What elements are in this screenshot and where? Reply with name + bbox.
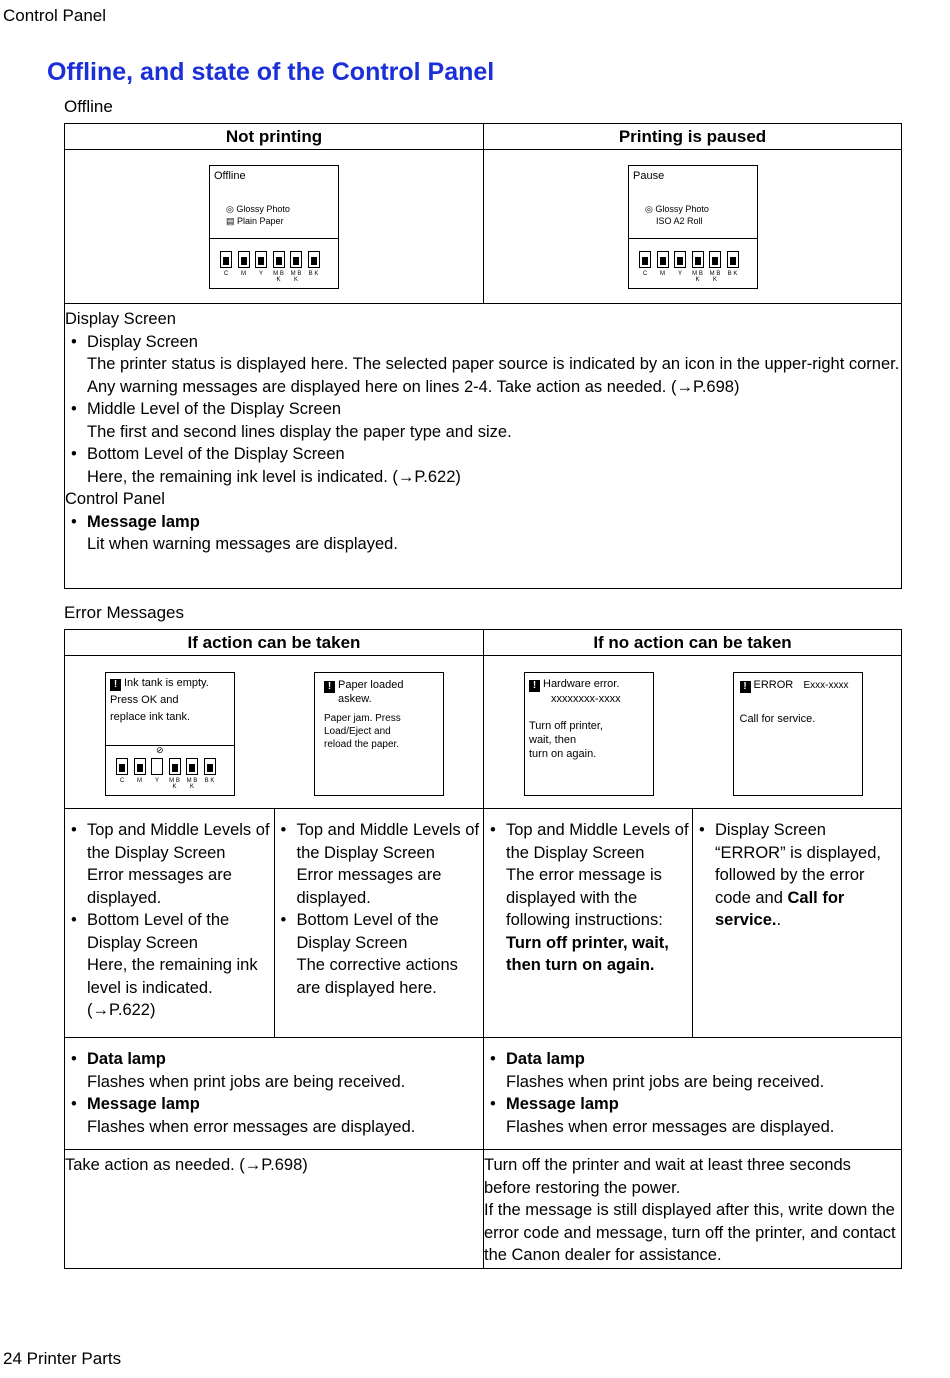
- bullet-text: Flashes when print jobs are being received.: [87, 1072, 406, 1091]
- ink-tank-label: Y: [258, 271, 263, 277]
- ink-tank-label: Y: [677, 271, 682, 277]
- lcd-line3: Paper jam. Press: [324, 713, 401, 724]
- bullet-top-middle: [275, 819, 482, 909]
- bullet-title: • Message lamp: [87, 512, 200, 531]
- ink-tank-gauge: [186, 758, 198, 775]
- ink-tank-label: C: [119, 778, 125, 784]
- bullet-text: Lit when warning messages are displayed.: [87, 535, 398, 553]
- lcd-paper-askew: [314, 672, 444, 796]
- bullet-title: Message lamp: [87, 1095, 200, 1113]
- bullet-text: Flashes when error messages are displayed.: [506, 1117, 835, 1136]
- ink-tank-gauge: [255, 251, 267, 268]
- remedy-text-2: If the message is still displayed after this, write down the error code and message, turn off the printer, and contact the Canon dealer for assistance.: [484, 1201, 896, 1264]
- ink-tank-gauge: [134, 758, 146, 775]
- col-not-printing: Not printing: [65, 124, 484, 150]
- ink-tank-label: C: [223, 271, 229, 277]
- bullet-text: Here, the remaining ink level is indicated. (→P.622): [87, 956, 258, 1019]
- lcd-error-service: [733, 672, 863, 796]
- bullet-text: Flashes when error messages are displayed.: [87, 1117, 416, 1136]
- bullet-text: The first and second lines display the paper type and size.: [87, 422, 512, 441]
- bullet-text: Error messages are displayed.: [296, 866, 442, 907]
- ink-level-row: [210, 238, 338, 289]
- lcd-line4: Load/Eject and: [324, 726, 391, 737]
- bullet-period: .: [776, 911, 782, 929]
- ink-tank-label: B K: [204, 778, 215, 784]
- desc-paper-askew: [274, 809, 484, 1038]
- bullet-title: Display Screen: [715, 821, 826, 839]
- lcd-line2: askew.: [338, 693, 372, 705]
- desc-ink-empty: [65, 809, 275, 1038]
- offline-description: [65, 304, 902, 589]
- lcd-line1: Glossy Photo: [655, 204, 709, 214]
- lcd-line1: Hardware error.: [543, 678, 620, 690]
- ink-tank-gauge: [273, 251, 285, 268]
- desc-hardware-error: [484, 809, 693, 1038]
- error-messages-label: Error Messages: [64, 603, 184, 622]
- running-header: Control Panel: [3, 6, 107, 25]
- lcd-line2: Press OK and: [110, 694, 179, 706]
- bullet-title: Data lamp: [87, 1050, 166, 1068]
- lcd-line3: replace ink tank.: [110, 711, 191, 723]
- lcd-line3: Turn off printer,: [529, 720, 603, 732]
- ink-tank-label: M: [660, 271, 665, 277]
- col-printing-paused: Printing is paused: [484, 124, 902, 150]
- ink-tank-label: M B K: [709, 271, 721, 283]
- col-action-possible: If action can be taken: [65, 630, 484, 656]
- ink-tank-gauge: [204, 758, 216, 775]
- lcd-cell-paper: [274, 656, 484, 809]
- ink-tank-label: B K: [308, 271, 319, 277]
- bullet-top-middle: [484, 819, 690, 977]
- warning-icon: !: [529, 680, 540, 692]
- bullet-title: • Middle Level of the Display Screen: [87, 400, 342, 418]
- bullet-text: The printer status is displayed here. The selected paper source is indicated by an icon in the upper-right corner.: [87, 355, 900, 373]
- bullet-message-lamp: [65, 511, 901, 556]
- bullet-title: Bottom Level of the Display Screen: [87, 911, 230, 952]
- plain-paper-icon: ▤: [226, 216, 235, 226]
- bullet-title: Top and Middle Levels of the Display Screen: [506, 821, 689, 862]
- offline-label: Offline: [64, 97, 113, 116]
- bullet-bottom: [65, 909, 272, 1022]
- ink-tank-label: B K: [727, 271, 738, 277]
- lcd-cell-offline: [65, 150, 484, 304]
- bullet-title: • Bottom Level of the Display Screen: [87, 445, 345, 463]
- lcd-line2: Plain Paper: [237, 216, 284, 226]
- bullet-text: Any warning messages are displayed here on lines 2-4. Take action as needed. (→P.698): [87, 377, 740, 396]
- remedy-action: [65, 1150, 484, 1269]
- bullet-text: Here, the remaining ink level is indicated. (→P.622): [87, 467, 461, 486]
- ink-tank-label: C: [642, 271, 648, 277]
- lcd-error-code: Exxx-xxxx: [803, 680, 849, 691]
- bullet-data-lamp: [484, 1048, 901, 1093]
- desc-heading-control: Control Panel: [65, 490, 165, 508]
- ink-tank-gauge: [290, 251, 302, 268]
- desc-heading-display: Display Screen: [65, 310, 176, 328]
- ink-tank-label: M: [137, 778, 142, 784]
- ink-tank-label: Y: [154, 778, 159, 784]
- ink-tank-label: M B K: [186, 778, 198, 790]
- lcd-line2: xxxxxxxx-xxxx: [551, 693, 621, 705]
- bullet-bold: Call for service.: [715, 888, 845, 929]
- ink-tank-gauge: [657, 251, 669, 268]
- ink-level-row: [629, 238, 757, 289]
- remedy-text-1: Turn off the printer and wait at least three seconds before restoring the power.: [484, 1156, 851, 1197]
- remedy-text: Take action as needed. (→P.698): [65, 1156, 308, 1174]
- ink-level-row: [106, 745, 234, 796]
- bullet-title: Bottom Level of the Display Screen: [296, 911, 439, 952]
- lcd-ink-empty: [105, 672, 235, 796]
- bullet-display-screen: [65, 331, 901, 399]
- ink-tank-label: M B K: [692, 271, 703, 283]
- ink-tank-gauge: [308, 251, 320, 268]
- ink-tank-gauge: [220, 251, 232, 268]
- ink-tank-gauge: [169, 758, 181, 775]
- lcd-line5: turn on again.: [529, 748, 597, 760]
- bullet-text: The corrective actions are displayed here.: [296, 956, 458, 997]
- offline-table: [64, 123, 902, 589]
- bullet-message-lamp: [484, 1093, 901, 1138]
- ink-tank-label: M B K: [273, 271, 284, 283]
- section-title: Offline, and state of the Control Panel: [47, 58, 495, 86]
- empty-tank-marker-icon: ⊘: [156, 745, 164, 755]
- bullet-bottom: [275, 909, 482, 999]
- glossy-paper-icon: ◎: [645, 204, 653, 214]
- ink-tank-gauge: [116, 758, 128, 775]
- lcd-offline: [209, 165, 339, 289]
- lcd-line1: Ink tank is empty.: [124, 677, 209, 689]
- remedy-no-action: [484, 1150, 902, 1269]
- bullet-text: The error message is displayed with the following instructions:: [506, 866, 663, 929]
- ink-tank-label: M B K: [290, 271, 302, 283]
- bullet-instruction: Turn off printer, wait, then turn on again.: [506, 933, 669, 974]
- bullet-text: “ERROR” is displayed, followed by the error code and: [715, 843, 881, 907]
- lcd-hardware-error: [524, 672, 654, 796]
- ink-tank-label: M B K: [169, 778, 180, 790]
- bullet-bottom-level: [65, 443, 901, 488]
- lamps-action: [65, 1038, 484, 1150]
- warning-icon: !: [324, 681, 335, 693]
- ink-tank-gauge: [692, 251, 704, 268]
- ink-tank-gauge: [674, 251, 686, 268]
- lcd-cell-error: [693, 656, 902, 809]
- bullet-title: Top and Middle Levels of the Display Screen: [87, 821, 270, 862]
- glossy-paper-icon: ◎: [226, 204, 234, 214]
- lamps-no-action: [484, 1038, 902, 1150]
- bullet-message-lamp: [65, 1093, 483, 1138]
- bullet-text: Error messages are displayed.: [87, 866, 232, 907]
- bullet-text: Flashes when print jobs are being received.: [506, 1072, 825, 1091]
- ink-tank-gauge: [709, 251, 721, 268]
- lcd-cell-ink: [65, 656, 275, 809]
- lcd-line5: reload the paper.: [324, 739, 400, 750]
- bullet-top-middle: [65, 819, 272, 909]
- bullet-display-screen: [693, 819, 899, 932]
- lcd-line1: Paper loaded: [338, 679, 404, 691]
- lcd-cell-paused: [484, 150, 902, 304]
- lcd-line1: ERROR: [753, 679, 794, 691]
- bullet-title: Data lamp: [506, 1050, 585, 1068]
- warning-icon: !: [740, 681, 751, 693]
- bullet-data-lamp: [65, 1048, 483, 1093]
- ink-tank-gauge: [151, 758, 163, 775]
- warning-icon: !: [110, 679, 121, 691]
- bullet-title: Message lamp: [506, 1095, 619, 1113]
- lcd-line2: ISO A2 Roll: [656, 216, 703, 226]
- error-table: [64, 629, 902, 1269]
- lcd-line3: Call for service.: [739, 713, 816, 725]
- col-no-action: If no action can be taken: [484, 630, 902, 656]
- ink-tank-gauge: [727, 251, 739, 268]
- lcd-status: Offline: [214, 170, 246, 182]
- ink-tank-label: M: [241, 271, 246, 277]
- page-footer: 24 Printer Parts: [3, 1349, 122, 1368]
- lcd-line1: Glossy Photo: [236, 204, 290, 214]
- lcd-paused: [628, 165, 758, 289]
- bullet-middle-level: [65, 398, 901, 443]
- bullet-title: • Display Screen: [87, 332, 198, 351]
- ink-tank-gauge: [639, 251, 651, 268]
- lcd-cell-hardware: [484, 656, 693, 809]
- bullet-title: Top and Middle Levels of the Display Screen: [296, 821, 480, 862]
- lcd-line4: wait, then: [529, 734, 577, 746]
- lcd-status: Pause: [633, 170, 665, 182]
- ink-tank-gauge: [238, 251, 250, 268]
- desc-error-service: [693, 809, 902, 1038]
